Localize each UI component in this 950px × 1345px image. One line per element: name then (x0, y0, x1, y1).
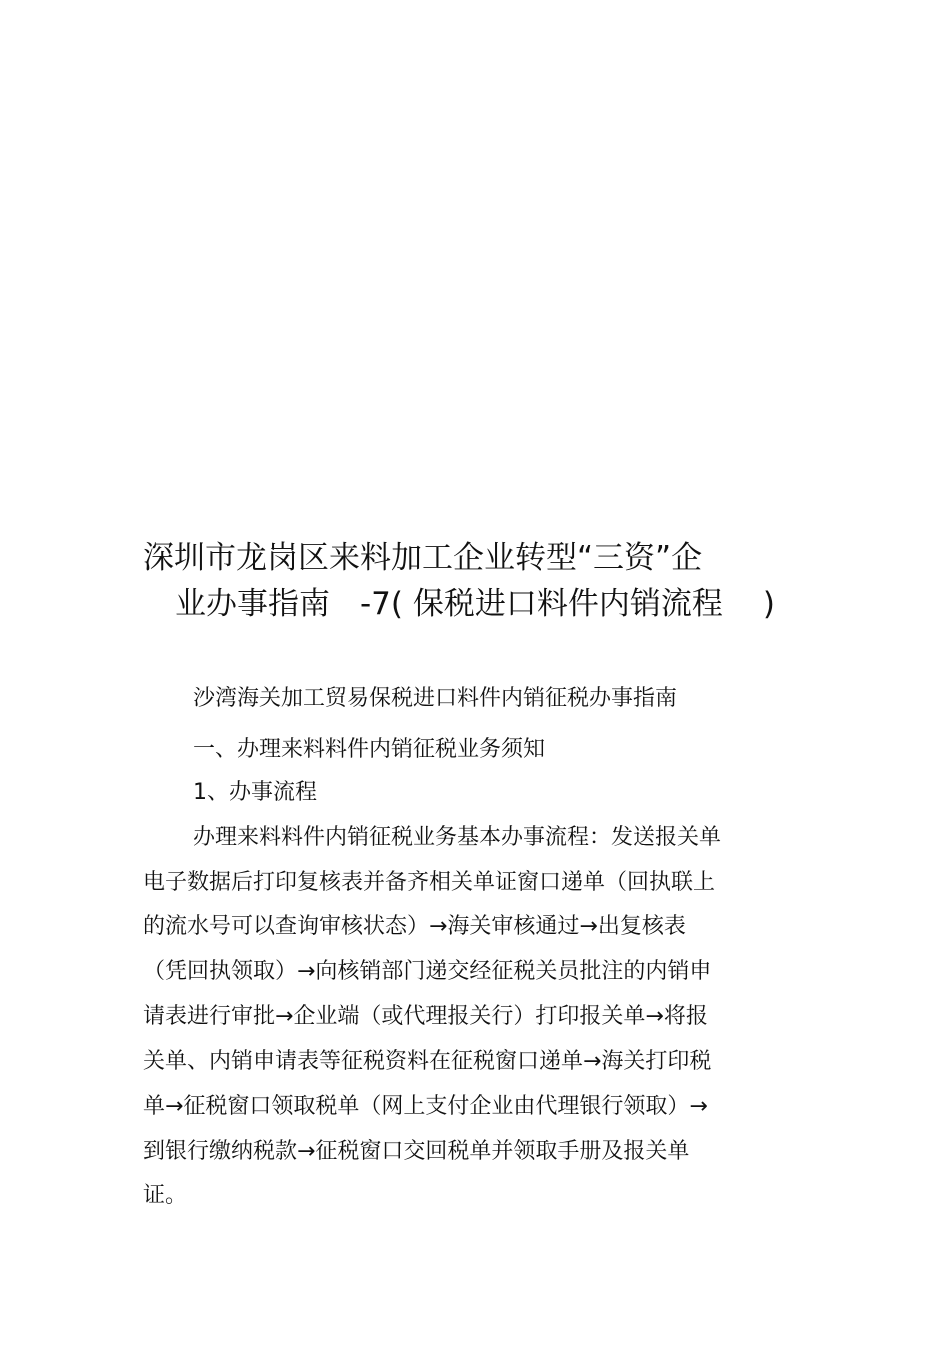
title-part-topic: 保税进口料件内销流程 (412, 586, 723, 622)
body-line: 的流水号可以查询审核状态）→海关审核通过→出复核表 (143, 914, 686, 939)
title-part-number: -7( (360, 586, 404, 622)
section-heading-1: 一、办理来料料件内销征税业务须知 (193, 737, 546, 762)
body-line: 单→征税窗口领取税单（网上支付企业由代理银行领取）→ (143, 1094, 708, 1119)
title-part-guide: 业办事指南 (175, 586, 330, 622)
document-title-line-1: 深圳市龙岗区来料加工企业转型“三资”企 (143, 540, 703, 576)
body-line: 关单、内销申请表等征税资料在征税窗口递单→海关打印税 (143, 1049, 712, 1074)
document-subtitle: 沙湾海关加工贸易保税进口料件内销征税办事指南 (193, 686, 678, 711)
title-part-close: ) (762, 586, 775, 622)
body-line: 电子数据后打印复核表并备齐相关单证窗口递单（回执联上 (143, 870, 716, 895)
body-line: 到银行缴纳税款→征税窗口交回税单并领取手册及报关单 (143, 1139, 690, 1164)
body-line: 证。 (143, 1183, 188, 1208)
body-line: （凭回执领取）→向核销部门递交经征税关员批注的内销申 (143, 959, 712, 984)
subsection-heading-1-1: 1、办事流程 (193, 780, 317, 805)
document-title-line-2 (175, 584, 775, 624)
body-line: 请表进行审批→企业端（或代理报关行）打印报关单→将报 (143, 1004, 708, 1029)
body-line: 办理来料料件内销征税业务基本办事流程：发送报关单 (193, 825, 722, 850)
